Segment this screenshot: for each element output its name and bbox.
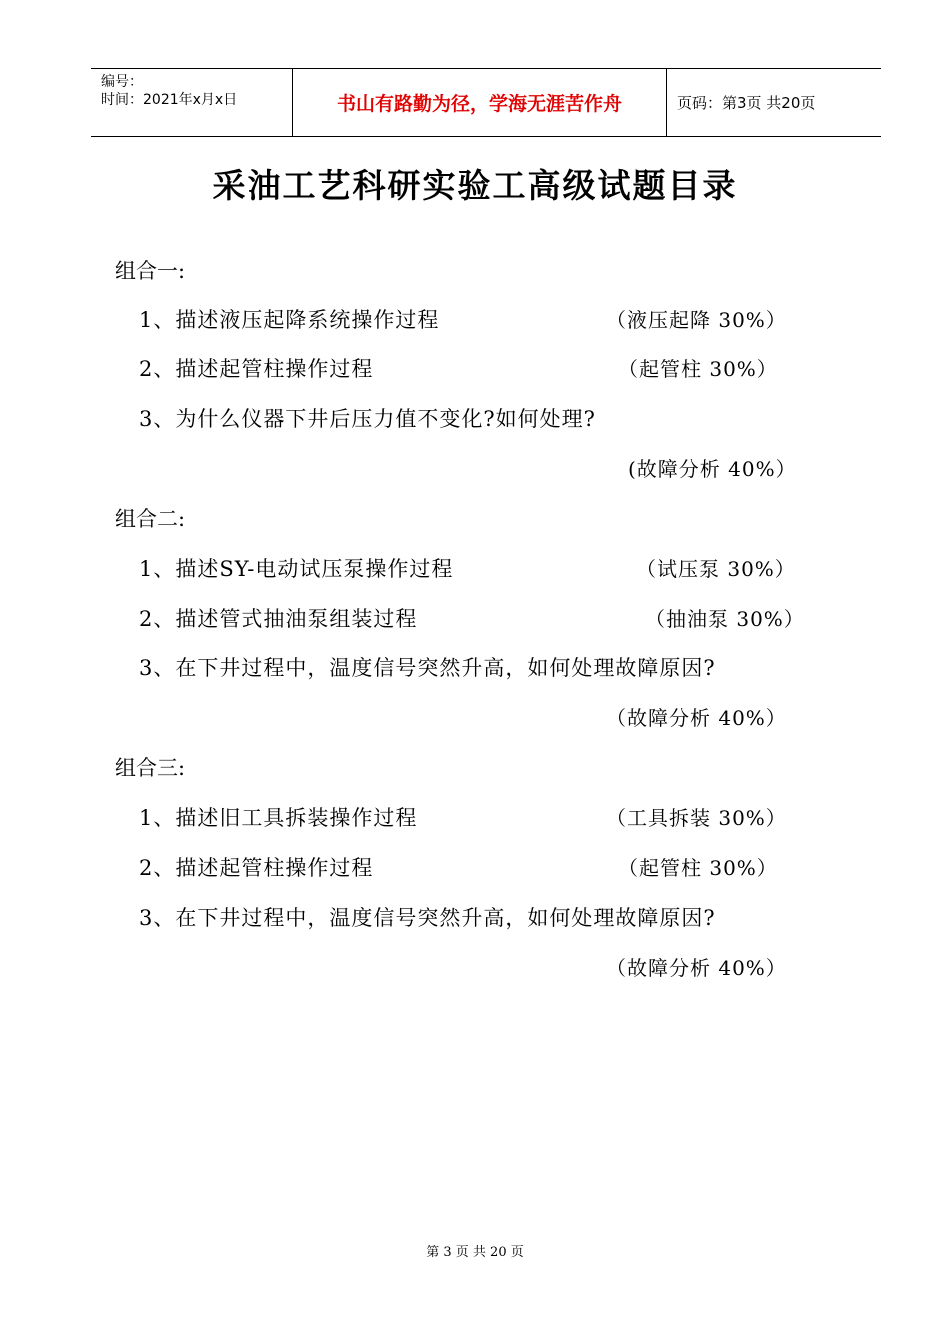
question-item: 1、描述SY-电动试压泵操作过程 [139,557,454,581]
question-item: 1、描述旧工具拆装操作过程 [139,806,418,830]
header-page-cell [667,69,881,136]
question-item: 2、描述管式抽油泵组装过程 [139,607,418,631]
time-label: 时间：2021年x月x日 [101,92,238,108]
question-item: 3、在下井过程中，温度信号突然升高，如何处理故障原因? [139,906,716,930]
question-item: 3、为什么仪器下井后压力值不变化?如何处理? [139,407,596,431]
group-title: 组合二: [115,507,186,531]
page-header [91,68,881,137]
question-score: （抽油泵 30%） [645,607,805,631]
question-item: 2、描述起管柱操作过程 [139,856,374,880]
document-title: 采油工艺科研实验工高级试题目录 [212,166,738,205]
page-footer: 第 3 页 共 20 页 [426,1245,524,1260]
question-score: （起管柱 30%） [618,357,778,381]
header-motto-cell [293,69,667,136]
question-score: （故障分析 40%） [606,706,787,730]
question-item: 2、描述起管柱操作过程 [139,357,374,381]
motto: 书山有路勤为径，学海无涯苦作舟 [336,93,622,115]
question-score: （起管柱 30%） [618,856,778,880]
question-item: 1、描述液压起降系统操作过程 [139,308,440,332]
group-title: 组合三: [115,756,186,780]
question-score: （液压起降 30%） [606,308,787,332]
question-score: (故障分析 40%） [628,457,797,481]
question-score: （故障分析 40%） [606,956,787,980]
question-score: （工具拆装 30%） [606,806,787,830]
question-item: 3、在下井过程中，温度信号突然升高，如何处理故障原因? [139,656,716,680]
question-score: （试压泵 30%） [636,557,796,581]
page-info: 页码：第3页 共20页 [677,94,816,112]
header-meta-cell [91,69,293,136]
group-title: 组合一: [115,259,186,283]
serial-label: 编号： [101,74,143,90]
